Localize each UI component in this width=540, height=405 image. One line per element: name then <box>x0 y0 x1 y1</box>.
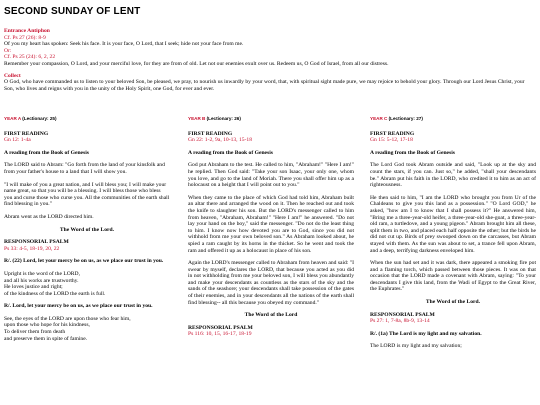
year-b-header <box>188 116 354 123</box>
reading-paragraph: When they came to the place of which God had told him, Abraham built an altar there and arranged the wood on it. Then he reached out and took the knife to slaughter his son. But the LORD's messenger called to him from heaven, "Abraham, Abraham!" "Here I am!" he answered. "Do not lay your hand on the boy," said the messenger. "Do not do the least thing to him. I know now how devoted you are to God, since you did not withhold from me your own beloved son." As Abraham looked about, he spied a ram caught by its horns in the thicket. So he went and took the ram and offered it up as a holocaust in place of his son. <box>188 194 354 254</box>
year-b-column <box>188 116 354 338</box>
psalm-verse-line: He loves justice and right; <box>4 284 63 291</box>
year-c-lectionary: (Lectionary: 27) <box>388 116 423 121</box>
psalm-verse-line: The LORD is my light and my salvation; <box>370 343 462 350</box>
proper-texts <box>4 28 536 92</box>
first-reading-citation: Gn 22: 1-2, 9a, 10-13, 15-18 <box>188 137 253 144</box>
collect-label: Collect <box>4 72 21 79</box>
first-reading-citation: Gn 12: 1-4a <box>4 137 31 144</box>
entrance-citation-2: Cf. Ps 25 (24): 6, 2, 22 <box>4 54 56 61</box>
reading-paragraph: "I will make of you a great nation, and I will bless you; I will make your name great, so that you will be a blessing. I will bless those who bless you and curse those who curse you. All the communities of the earth shall find blessing in you." <box>4 181 170 208</box>
psalm-citation: Ps 116: 10, 15, 16-17, 18-19 <box>188 331 252 338</box>
first-reading-label: FIRST READING <box>370 130 415 137</box>
reading-paragraph: Abram went as the LORD directed him. <box>4 213 94 220</box>
psalm-verse-line: upon those who hope for his kindness, <box>4 322 90 329</box>
entrance-citation-1: Cf. Ps 27 (26): 8-9 <box>4 34 46 41</box>
reading-title: A reading from the Book of Genesis <box>370 149 455 156</box>
reading-paragraph: When the sun had set and it was dark, there appeared a smoking fire pot and a flaming torch, which passed between those pieces. It was on that occasion that the LORD made a covenant with Abram, saying: "To your descendants I give this land, from the Wadi of Egypt to the Great River, the Euphrates." <box>370 260 536 293</box>
psalm-response: R/. Lord, let your mercy be on us, as we place our trust in you. <box>4 303 153 310</box>
year-a-header <box>4 116 170 123</box>
year-c-header <box>370 116 536 123</box>
reading-paragraph: Again the LORD's messenger called to Abraham from heaven and said: "I swear by myself, declares the LORD, that because you acted as you did in not withholding from me your beloved son, I will bless you abundantly and make your descendants as countless as the stars of the sky and the sands of the seashore; your descendants shall take possession of the gates of their enemies, and in your descendants all the nations of the earth shall find blessing-- all this because you obeyed my command." <box>188 260 354 306</box>
reading-paragraph: The Lord God took Abram outside and said, "Look up at the sky and count the stars, if you can. Just so," he added, "shall your descendants be." Abram put his faith in the LORD, who credited it to him as an act of righteousness. <box>370 162 536 189</box>
psalm-response: R/. (22) Lord, let your mercy be on us, as we place our trust in you. <box>4 258 164 265</box>
word-of-the-lord: The Word of the Lord. <box>425 299 481 306</box>
reading-title: A reading from the Book of Genesis <box>188 149 273 156</box>
year-a-lectionary: (Lectionary: 25) <box>22 116 57 121</box>
psalm-citation: Ps 33: 4-5, 18-19, 20, 22 <box>4 245 60 252</box>
collect-text: O God, who have commanded us to listen to your beloved Son, be pleased, we pray, to nourish us inwardly by your word, that, with spiritual sight made pure, we may rejoice to behold your glory. Through our Lord Jesus Christ, your Son, who lives and reigns with you in the unity of the Holy Spirit, one God, for ever and ever. <box>4 79 525 92</box>
psalm-verse-line: See, the eyes of the LORD are upon those who fear him, <box>4 315 131 322</box>
first-reading-label: FIRST READING <box>4 130 49 137</box>
year-a-label: YEAR A <box>4 116 22 121</box>
reading-title: A reading from the Book of Genesis <box>4 149 89 156</box>
entrance-antiphon-text-2: Remember your compassion, O Lord, and your merciful love, for they are from of old. Let not our enemies exult over us. Redeem us, O God of Israel, from all our distress. <box>4 60 389 67</box>
psalm-label: RESPONSORIAL PSALM <box>4 239 69 246</box>
entrance-antiphon-label: Entrance Antiphon <box>4 28 50 34</box>
year-c-label: YEAR C <box>370 116 388 121</box>
entrance-antiphon-text-1: Of you my heart has spoken: Seek his face. It is your face, O Lord, that I seek; hide not your face from me. <box>4 41 244 48</box>
psalm-verse-line: Upright is the word of the LORD, <box>4 270 80 277</box>
psalm-verse-line: and all his works are trustworthy. <box>4 277 79 284</box>
entrance-or-label: Or: <box>4 47 12 54</box>
year-c-column <box>370 116 536 350</box>
first-reading-label: FIRST READING <box>188 130 233 137</box>
psalm-response: R/. (1a) The Lord is my light and my salvation. <box>370 330 482 337</box>
year-b-label: YEAR B <box>188 116 206 121</box>
psalm-verse-line: and preserve them in spite of famine. <box>4 335 88 342</box>
psalm-label: RESPONSORIAL PSALM <box>188 324 253 331</box>
page-title: SECOND SUNDAY OF LENT <box>4 6 141 17</box>
year-b-lectionary: (Lectionary: 26) <box>206 116 241 121</box>
first-reading-citation: Gn 15: 5-12, 17-18 <box>370 137 413 144</box>
psalm-citation: Ps 27: 1, 7-8a, 8b-9, 13-14 <box>370 318 430 325</box>
year-a-column <box>4 116 170 342</box>
reading-paragraph: The LORD said to Abram: "Go forth from the land of your kinsfolk and from your father's house to a land that I will show you. <box>4 162 165 175</box>
reading-paragraph: God put Abraham to the test. He called to him, "Abraham!" "Here I am!" he replied. Then God said: "Take your son Isaac, your only one, whom you love, and go to the land of Moriah. There you shall offer him up as a holocaust on a height that I will point out to you." <box>188 162 354 189</box>
psalm-verse-line: of the kindness of the LORD the earth is full. <box>4 290 106 297</box>
psalm-label: RESPONSORIAL PSALM <box>370 311 435 318</box>
word-of-the-lord: The Word of the Lord <box>244 312 298 319</box>
psalm-verse-line: To deliver them from death <box>4 329 66 336</box>
reading-paragraph: He then said to him, "I am the LORD who brought you from Ur of the Chaldeans to give you this land as a possession." "O Lord GOD," he asked, "how am I to know that I shall possess it?" He answered him, "Bring me a three-year-old heifer, a three-year-old she-goat, a three-year-old ram, a turtledove, and a young pigeon." Abram brought him all these, split them in two, and placed each half opposite the other; but the birds he did not cut up. Birds of prey swooped down on the carcasses, but Abram stayed with them. As the sun was about to set, a trance fell upon Abram, and a deep, terrifying darkness enveloped him. <box>370 194 536 254</box>
word-of-the-lord: The Word of the Lord. <box>59 226 115 233</box>
